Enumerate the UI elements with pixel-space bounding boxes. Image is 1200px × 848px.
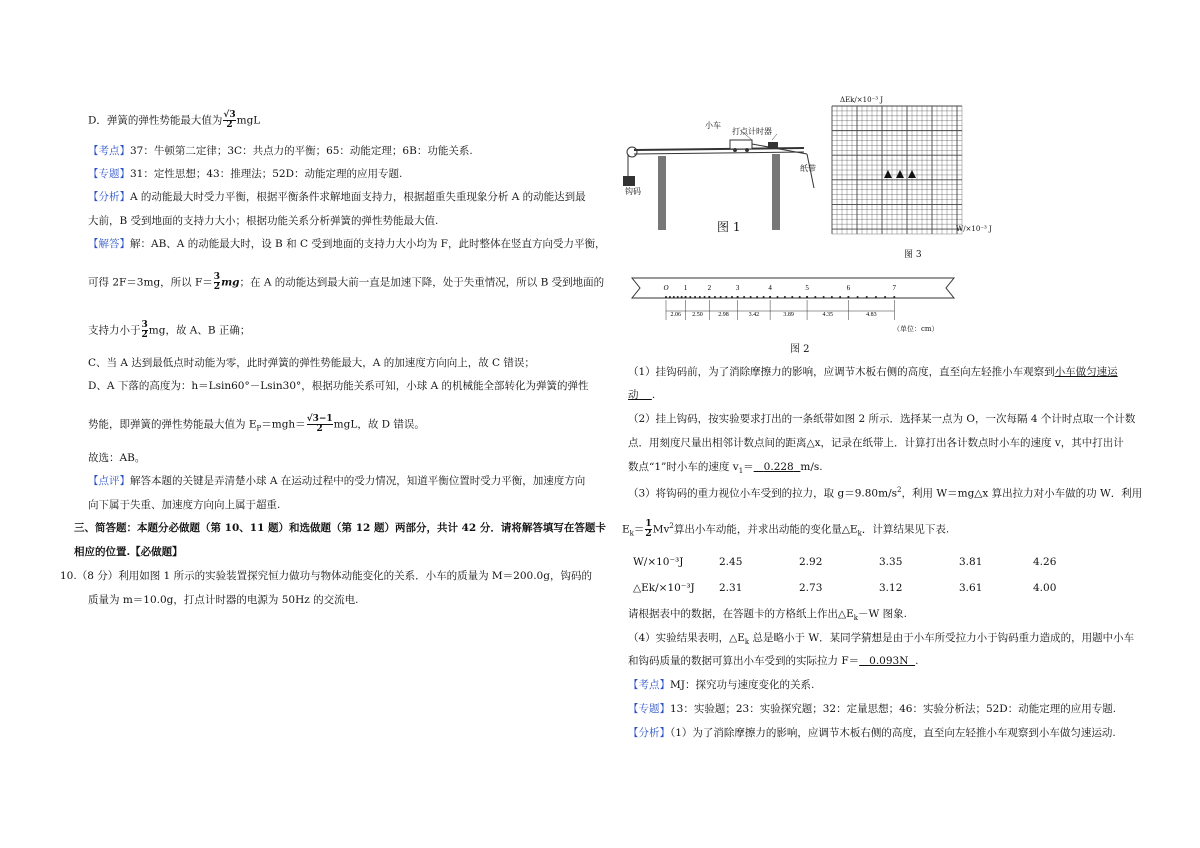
- table-cell: 2.92: [799, 556, 823, 568]
- timer-dot: [831, 296, 833, 298]
- timer-dot: [756, 296, 758, 298]
- jieda-line-3: 支持力小于 $\frac{3}{2}$ mg，故 A、B 正确；: [88, 320, 251, 340]
- data-table: [633, 549, 1093, 601]
- timer-dot: [731, 296, 733, 298]
- timer-dot: [799, 296, 801, 298]
- timer-dot: [673, 296, 675, 298]
- timer-dot: [763, 296, 765, 298]
- timer-dot: [725, 296, 727, 298]
- distance-label: 4.35: [822, 312, 833, 318]
- line-c: C、当 A 达到最低点时动能为零，此时弹簧的弹性势能最大，A 的加速度方向向上，故 C 错误；: [88, 357, 535, 369]
- answer-line: 故选：AB。: [88, 452, 146, 464]
- timer-dot: [839, 296, 841, 298]
- answer-blank: 0.093N: [869, 655, 909, 667]
- timer-dot: [769, 296, 771, 298]
- line-d-1: D、A 下落的高度为：h＝Lsin60°－Lsin30°，根据功能关系可知，小球 A 的机械能全部转化为弹簧的弹性: [88, 380, 589, 392]
- timer-dot: [847, 296, 849, 298]
- count-point-label: 6: [846, 284, 851, 292]
- figure-2-caption: 图 2: [790, 344, 810, 355]
- zhuanti-tag: 【专题】: [628, 703, 670, 715]
- table-row: [633, 549, 1093, 575]
- timer-dot: [814, 296, 816, 298]
- timer-dot: [714, 296, 716, 298]
- table-cell: 4.00: [1033, 582, 1057, 594]
- part-3-line-1: （3）将钩码的重力视位小车受到的拉力，取 $g=9.80m/s^2$，利用 W＝mg△x 算出拉力对小车做的功 W．利用: [628, 486, 1143, 500]
- kaodian-line: 【考点】37：牛顿第二定律；3C：共点力的平衡；65：动能定理；6B：功能关系.: [88, 145, 473, 157]
- part-4-line-1: （4）实验结果表明，$\triangle E_k$ 总是略小于 W．某同学猜想是由于小车所受拉力小于钩码重力造成的，用题中小车: [628, 632, 1135, 647]
- timer-dot: [704, 296, 706, 298]
- zhuanti-line: 【专题】31：定性思想；43：推理法；52D：动能定理的应用专题.: [88, 168, 403, 180]
- timer-dot: [777, 296, 779, 298]
- table-cell: W/×10⁻³J: [633, 556, 684, 568]
- line-d-2: 势能，即弹簧的弹性势能最大值为 $E_P=mgh=$ $\frac{√3-1}{2}$ mgL，故 D 错误。: [88, 414, 425, 434]
- timer-dot: [689, 296, 691, 298]
- timer-dot: [893, 296, 895, 298]
- answer-blank: 小车做匀速运: [1054, 366, 1118, 378]
- timer-dot: [685, 296, 687, 298]
- count-point-label: 5: [805, 284, 809, 292]
- tape-outline: [632, 278, 954, 298]
- count-point-label: 7: [892, 284, 897, 292]
- triangle-marker: [896, 170, 904, 178]
- figure-2-unit: （单位：cm）: [893, 325, 939, 333]
- zhuanti-tag: 【专题】: [88, 168, 130, 180]
- part-4-line-2: 和钩码质量的数据可算出小车受到的实际拉力 F＝ 0.093N .: [628, 655, 919, 667]
- fenxi-line-right: 【分析】（1）为了消除摩擦力的影响，应调节木板右侧的高度，直至向左轻推小车观察到小车做匀速运动.: [628, 727, 1116, 739]
- table-cell: 3.81: [959, 556, 983, 568]
- question-10-line-1: 10.（8 分）利用如图 1 所示的实验装置探究恒力做功与物体动能变化的关系．小车的质量为 M＝200.0g，钩码的: [60, 570, 592, 582]
- timer-dot: [791, 296, 793, 298]
- count-point-label: O: [663, 284, 669, 292]
- part-2-line-3: 数点“1”时小车的速度 $v_1=$ 0.228 m/s.: [628, 461, 823, 476]
- distance-label: 3.89: [783, 312, 794, 318]
- jieda-line-2: 可得 2F＝3mg，所以 F＝ $\frac{3}{2}$ mg；在 A 的动能达到最大前一直是加速下降，处于失重情况，所以 B 受到地面的: [88, 272, 605, 292]
- distance-label: 3.42: [748, 312, 760, 318]
- figure-1-caption: 图 1: [717, 220, 741, 234]
- timer-dot: [750, 296, 752, 298]
- timer-dot: [806, 296, 808, 298]
- part-3-after: 请根据表中的数据，在答题卡的方格纸上作出$\triangle E_k-W$ 图象.: [628, 608, 907, 623]
- table-cell: 3.12: [879, 582, 903, 594]
- count-point-label: 4: [768, 284, 772, 292]
- timer-dot: [681, 296, 683, 298]
- table-cell: △Ek/×10⁻³J: [633, 582, 695, 594]
- count-point-label: 1: [683, 284, 688, 292]
- figure-3-x-axis-label: W/×10⁻³ J: [956, 225, 992, 233]
- timer-dot: [875, 296, 877, 298]
- fenxi-line-2: 大前，B 受到地面的支持力大小；根据功能关系分析弹簧的弹性势能最大值.: [88, 215, 439, 227]
- dianping-line-1: 【点评】解答本题的关键是弄清楚小球 A 在运动过程中的受力情况，知道平衡位置时受力平衡，加速度方向: [88, 475, 586, 487]
- figure-2: [628, 274, 958, 354]
- zhuanti-line-right: 【专题】13：实验题；23：实验探究题；32：定量思想；46：实验分析法；52D：动能定理的应用专题.: [628, 703, 1117, 715]
- answer-blank: 0.228: [763, 461, 794, 473]
- timer-dot: [884, 296, 886, 298]
- jieda-line-1: 【解答】解：AB、A 的动能最大时，设 B 和 C 受到地面的支持力大小均为 F，此时整体在竖直方向受力平衡，: [88, 238, 606, 250]
- figure-3: [826, 94, 1006, 262]
- table-cell: 4.26: [1033, 556, 1057, 568]
- timer-label: 打点计时器: [732, 127, 772, 136]
- kaodian-tag: 【考点】: [628, 679, 670, 691]
- table-cell: 3.61: [959, 582, 983, 594]
- distance-label: 2.06: [670, 312, 682, 318]
- weight-label: 钩码: [625, 187, 641, 196]
- timer-dot: [677, 296, 679, 298]
- timer-dot: [743, 296, 745, 298]
- distance-label: 4.83: [866, 312, 877, 318]
- fenxi-line-1: 【分析】A 的动能最大时受力平衡，根据平衡条件求解地面支持力，根据超重失重现象分析 A 的动能达到最: [88, 191, 586, 203]
- part-2-line-1: （2）挂上钩码，按实验要求打出的一条纸带如图 2 所示．选择某一点为 O，一次每隔 4 个计时点取一个计数: [628, 413, 1136, 425]
- part-1-line-2: 动 .: [628, 389, 656, 401]
- section-heading-2: 相应的位置.【必做题】: [74, 546, 183, 558]
- timer-dot: [699, 296, 701, 298]
- count-point-label: 3: [735, 284, 740, 292]
- timer-dot: [784, 296, 786, 298]
- tape-label: 纸带: [800, 164, 816, 173]
- part-1-line-1: （1）挂钩码前，为了消除摩擦力的影响，应调节木板右侧的高度，直至向左轻推小车观察到小车做匀速运: [628, 366, 1118, 378]
- distance-label: 2.98: [718, 312, 729, 318]
- kaodian-line-right: 【考点】MJ：探究功与速度变化的关系.: [628, 679, 815, 691]
- count-point-label: 2: [707, 284, 712, 292]
- table-cell: 2.73: [799, 582, 823, 594]
- timer-dot: [720, 296, 722, 298]
- timer-dot: [737, 296, 739, 298]
- kaodian-tag: 【考点】: [88, 145, 130, 157]
- figure-3-y-axis-label: ΔEk/×10⁻³ J: [840, 96, 884, 104]
- fraction: $\frac{√3}{2}$: [223, 110, 236, 130]
- triangle-marker: [884, 170, 892, 178]
- figure-1: [622, 118, 822, 238]
- dianping-tag: 【点评】: [88, 475, 130, 487]
- distance-label: 2.50: [692, 312, 703, 318]
- table-cell: 2.45: [719, 556, 743, 568]
- fenxi-tag: 【分析】: [88, 191, 130, 203]
- table-row: [633, 575, 1093, 601]
- table-cell: 3.35: [879, 556, 903, 568]
- section-heading-1: 三、简答题：本题分必做题（第 10、11 题）和选做题（第 12 题）两部分，共计 42 分．请将解答填写在答题卡: [74, 522, 606, 534]
- timer-dot: [823, 296, 825, 298]
- part-3-line-2: $E_k=$ $\frac{1}{2}$ Mv$^2$算出小车动能，并求出动能的变化量$\triangle E_k$．计算结果见下表.: [622, 519, 950, 539]
- timer-dot: [857, 296, 859, 298]
- question-10-line-2: 质量为 m＝10.0g，打点计时器的电源为 50Hz 的交流电.: [88, 594, 359, 606]
- timer-dot: [665, 296, 667, 298]
- figure-3-caption: 图 3: [904, 250, 922, 260]
- timer-dot: [708, 296, 710, 298]
- timer-dot: [694, 296, 696, 298]
- cart-label: 小车: [705, 121, 721, 130]
- dianping-line-2: 向下属于失重、加速度方向向上属于超重.: [88, 499, 281, 511]
- fenxi-tag: 【分析】: [628, 727, 670, 739]
- jieda-tag: 【解答】: [88, 238, 130, 250]
- table-cell: 2.31: [719, 582, 743, 594]
- timer-dot: [866, 296, 868, 298]
- timer-dot: [669, 296, 671, 298]
- triangle-marker: [908, 170, 916, 178]
- option-d: D．弹簧的弹性势能最大值为 $\frac{√3}{2}$ mgL: [88, 110, 261, 130]
- part-2-line-2: 点．用刻度尺量出相邻计数点间的距离△x，记录在纸带上．计算打出各计数点时小车的速度 v，其中打出计: [628, 437, 1124, 449]
